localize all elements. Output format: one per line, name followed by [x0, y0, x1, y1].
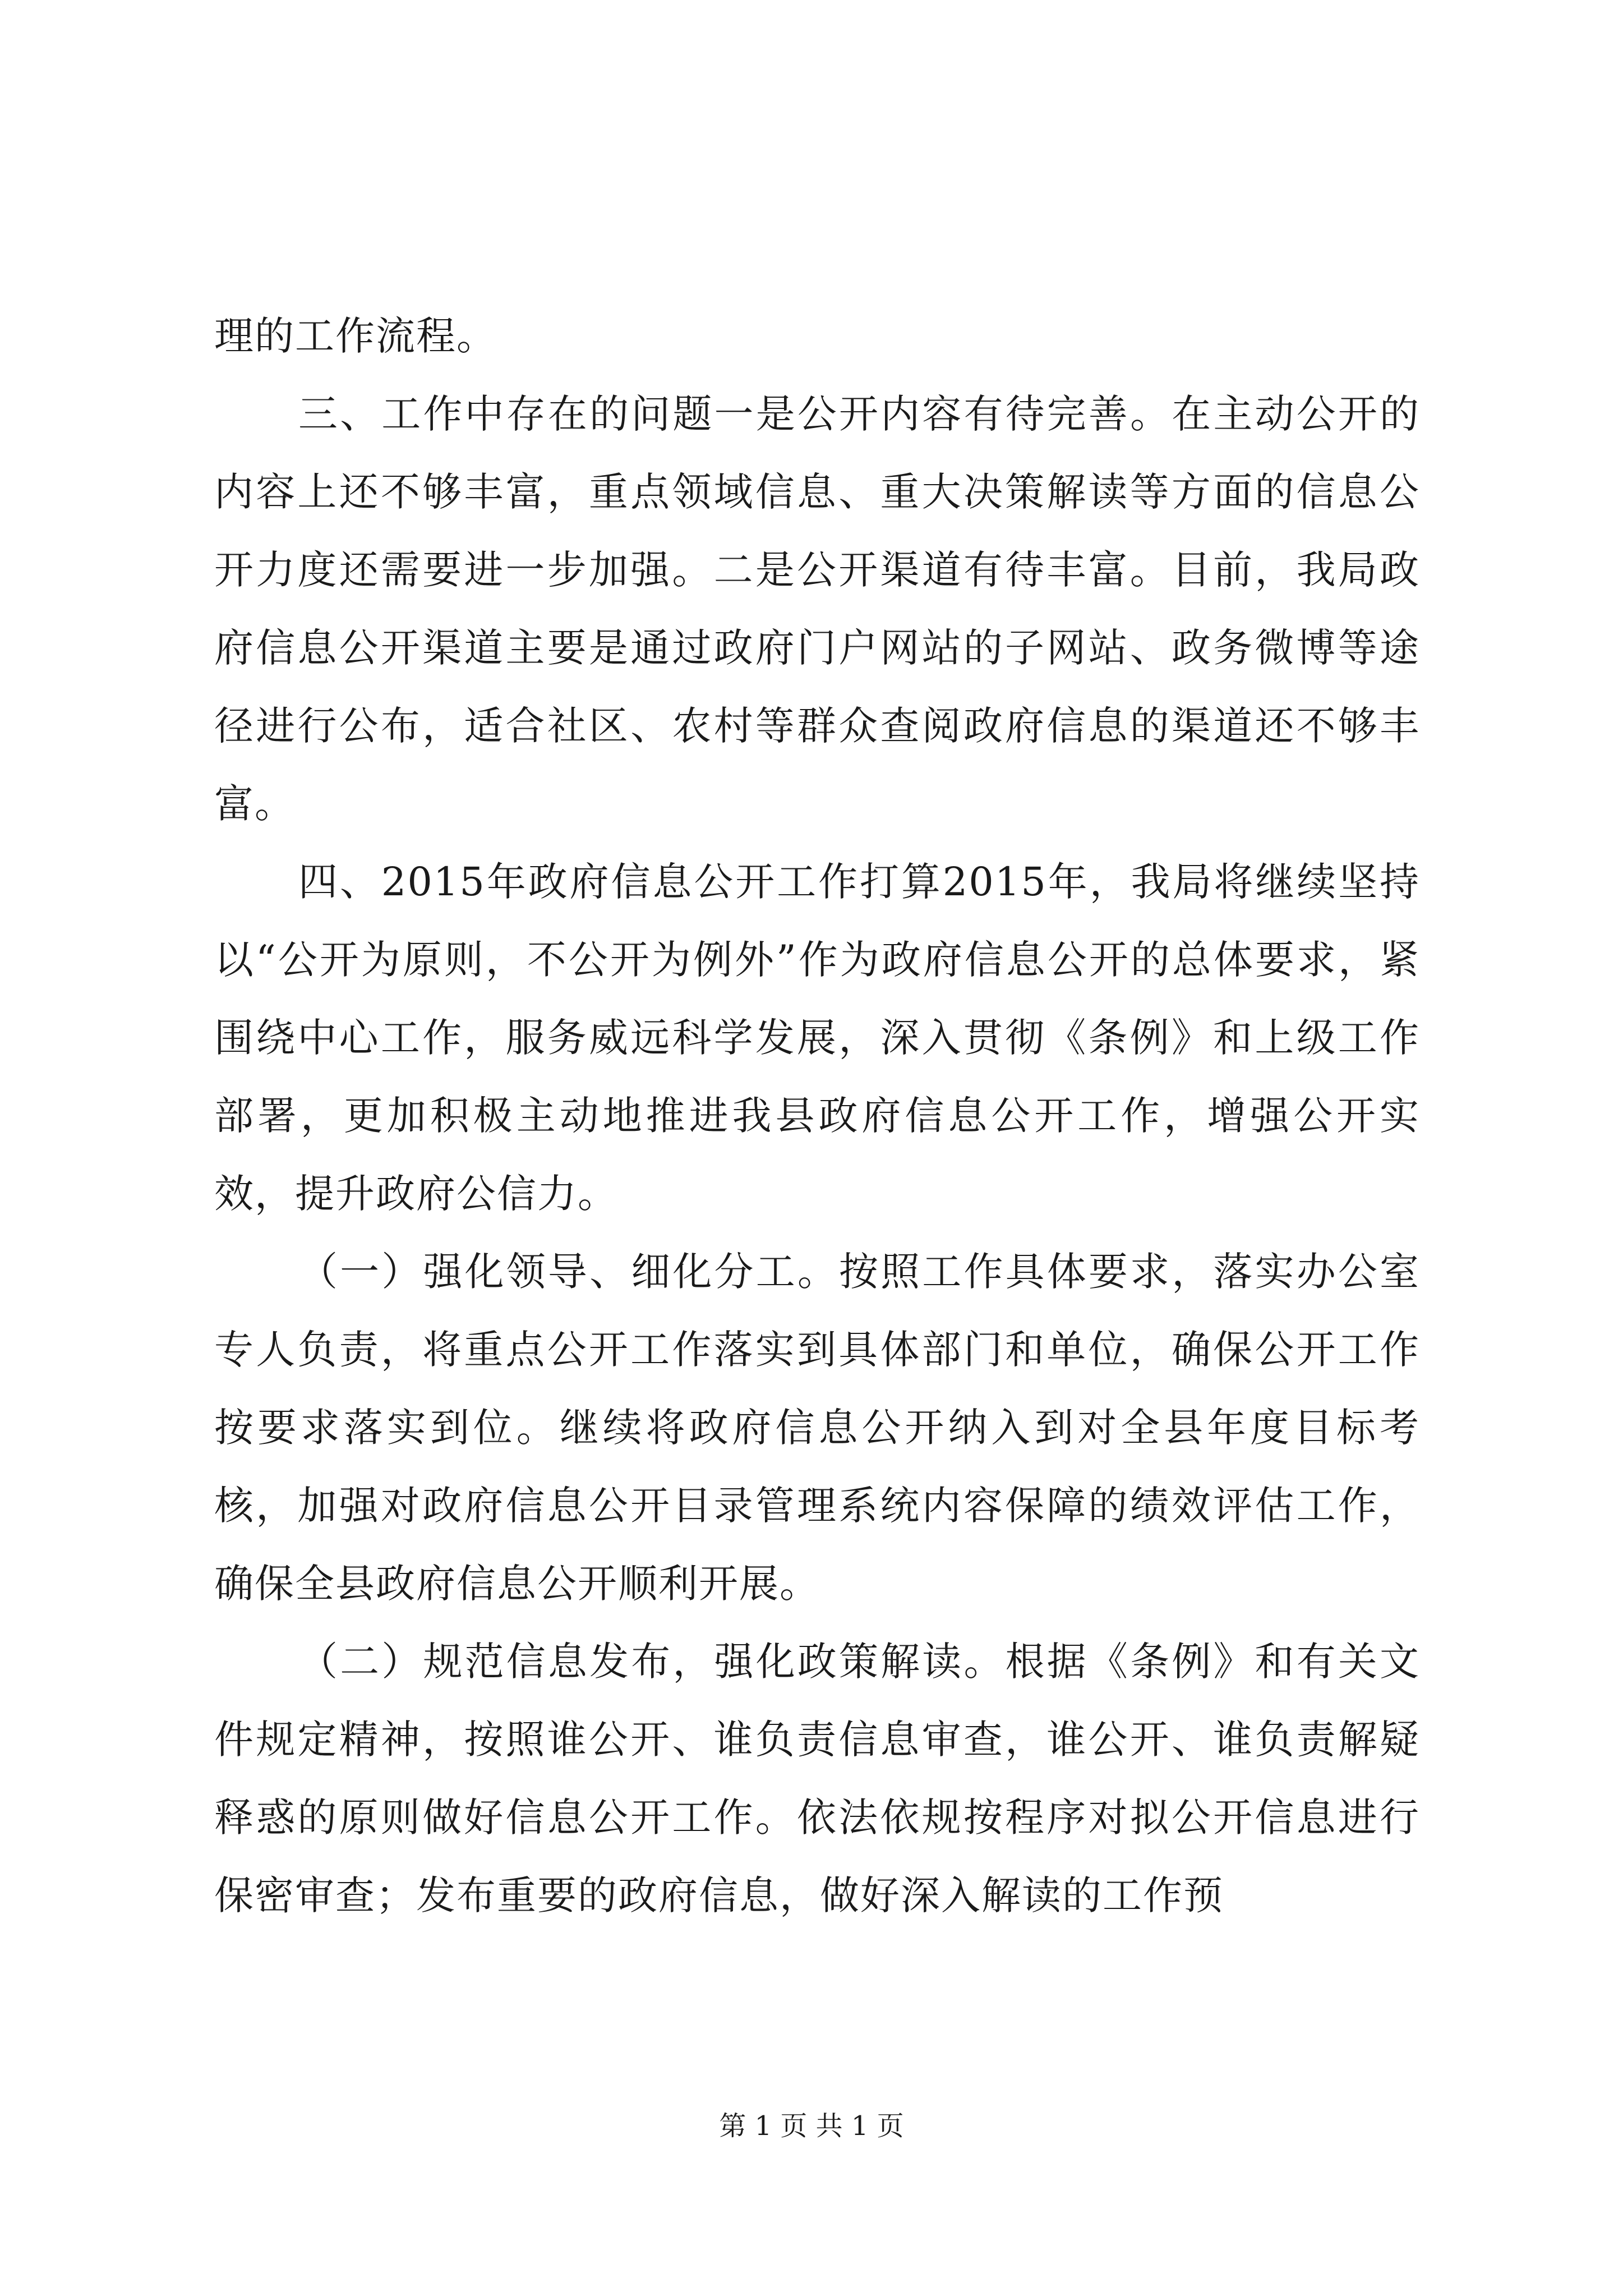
- paragraph-section-four: 四、2015年政府信息公开工作打算2015年，我局将继续坚持以“公开为原则，不公开为例外”作为政府信息公开的总体要求，紧围绕中心工作，服务威远科学发展，深入贯彻《条例》和上级工作部署，更加积极主动地推进我县政府信息公开工作，增强公开实效，提升政府公信力。: [214, 859, 1420, 1217]
- document-body: [214, 297, 1420, 1935]
- paragraph-item-one: （一）强化领导、细化分工。按照工作具体要求，落实办公室专人负责，将重点公开工作落实到具体部门和单位，确保公开工作按要求落实到位。继续将政府信息公开纳入到对全县年度目标考核，加强对政府信息公开目录管理系统内容保障的绩效评估工作，确保全县政府信息公开顺利开展。: [214, 1249, 1420, 1607]
- paragraph-item-two: （二）规范信息发布，强化政策解读。根据《条例》和有关文件规定精神，按照谁公开、谁负责信息审查，谁公开、谁负责解疑释惑的原则做好信息公开工作。依法依规按程序对拟公开信息进行保密审查；发布重要的政府信息，做好深入解读的工作预: [214, 1639, 1420, 1918]
- paragraph-section-three: 三、工作中存在的问题一是公开内容有待完善。在主动公开的内容上还不够丰富，重点领域信息、重大决策解读等方面的信息公开力度还需要进一步加强。二是公开渠道有待丰富。目前，我局政府信息公开渠道主要是通过政府门户网站的子网站、政务微博等途径进行公布，适合社区、农村等群众查阅政府信息的渠道还不够丰富。: [214, 391, 1420, 827]
- page-number-footer: 第 1 页 共 1 页: [719, 2110, 904, 2142]
- paragraph-continuation: 理的工作流程。: [214, 313, 497, 359]
